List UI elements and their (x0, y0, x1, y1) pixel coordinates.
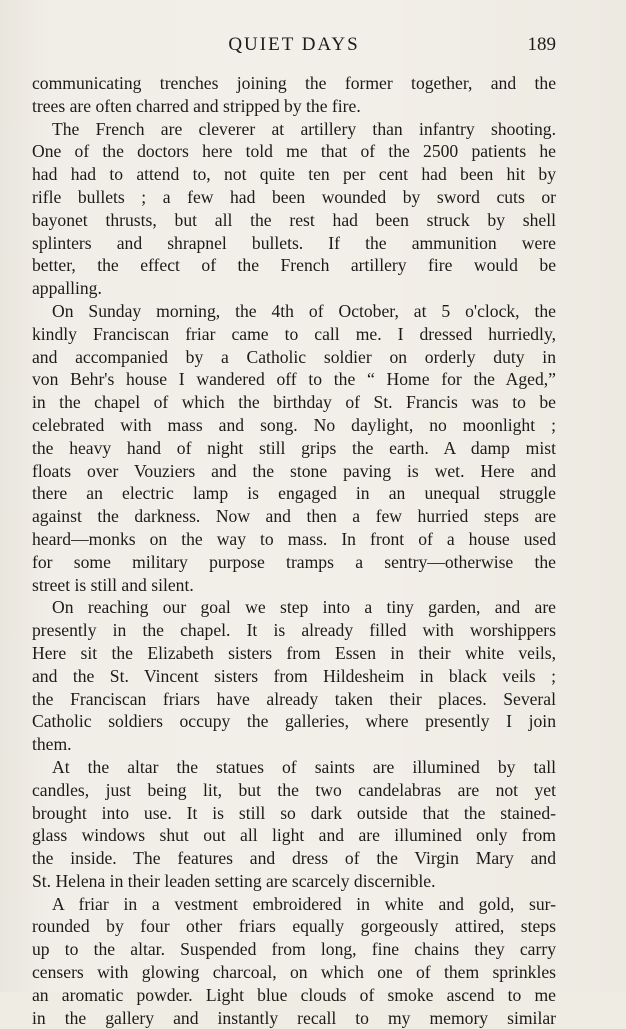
text-line: kindly Franciscan friar came to call me. I dressed hurriedly, (32, 323, 556, 344)
text-line: trees are often charred and stripped by the fire. (32, 95, 361, 116)
text-line: and accompanied by a Catholic soldier on orderly duty in (32, 346, 556, 367)
text-line: rifle bullets ; a few had been wounded by sword cuts or (32, 186, 556, 207)
text-line: them. (32, 734, 72, 755)
text-line: rounded by four other friars equally gorgeously attired, steps (32, 916, 556, 937)
text-line: censers with glowing charcoal, on which one of them sprinkles (32, 962, 556, 983)
text-line: had had to attend to, not quite ten per cent had been hit by (32, 164, 556, 185)
text-line: street is still and silent. (32, 574, 194, 595)
text-line: A friar in a vestment embroidered in white and gold, sur- (52, 893, 556, 914)
text-line: The French are cleverer at artillery than infantry shooting. (52, 118, 556, 139)
text-line: against the darkness. Now and then a few hurried steps are (32, 506, 556, 527)
text-line: the inside. The features and dress of the Virgin Mary and (32, 848, 556, 869)
text-line: the heavy hand of night still grips the earth. A damp mist (32, 437, 556, 458)
running-title: QUIET DAYS (228, 34, 360, 55)
text-line: On reaching our goal we step into a tiny garden, and are (52, 597, 556, 618)
text-line: presently in the chapel. It is already filled with worshippers (32, 620, 556, 641)
text-line: in the gallery and instantly recall to my memory similar (32, 1007, 556, 1028)
text-line: splinters and shrapnel bullets. If the ammunition were (32, 232, 556, 253)
text-line: St. Helena in their leaden setting are scarcely discernible. (32, 870, 436, 891)
text-line: Catholic soldiers occupy the galleries, where presently I join (32, 711, 556, 732)
text-line: Here sit the Elizabeth sisters from Essen in their white veils, (32, 642, 556, 663)
text-line: heard—monks on the way to mass. In front of a house used (32, 528, 556, 549)
text-line: At the altar the statues of saints are illumined by tall (52, 756, 556, 777)
text-line: On Sunday morning, the 4th of October, at 5 o'clock, the (52, 300, 556, 321)
page-number: 189 (527, 34, 556, 55)
text-line: the Franciscan friars have already taken their places. Several (32, 688, 556, 709)
text-line: in the chapel of which the birthday of St. Francis was to be (32, 392, 556, 413)
text-line: communicating trenches joining the former together, and the (32, 73, 556, 93)
body-text (32, 72, 556, 1029)
text-line: floats over Vouziers and the stone paving is wet. Here and (32, 460, 556, 481)
running-head (32, 34, 556, 60)
text-line: von Behr's house I wandered off to the “ Home for the Aged,” (32, 369, 556, 390)
text-line: glass windows shut out all light and are illumined only from (32, 825, 556, 846)
text-line: better, the effect of the French artillery fire would be (32, 255, 556, 276)
text-line: One of the doctors here told me that of the 2500 patients he (32, 141, 556, 162)
text-line: for some military purpose tramps a sentry—otherwise the (32, 551, 556, 572)
text-line: bayonet thrusts, but all the rest had been struck by shell (32, 209, 556, 230)
text-line: brought into use. It is still so dark outside that the stained- (32, 802, 556, 823)
text-line: appalling. (32, 278, 102, 299)
text-line: up to the altar. Suspended from long, fine chains they carry (32, 939, 556, 960)
text-line: and the St. Vincent sisters from Hildesheim in black veils ; (32, 665, 556, 686)
text-line: an aromatic powder. Light blue clouds of smoke ascend to me (32, 984, 556, 1005)
text-line: there an electric lamp is engaged in an unequal struggle (32, 483, 556, 504)
text-line: candles, just being lit, but the two candelabras are not yet (32, 779, 556, 800)
text-line: celebrated with mass and song. No daylight, no moonlight ; (32, 414, 556, 435)
